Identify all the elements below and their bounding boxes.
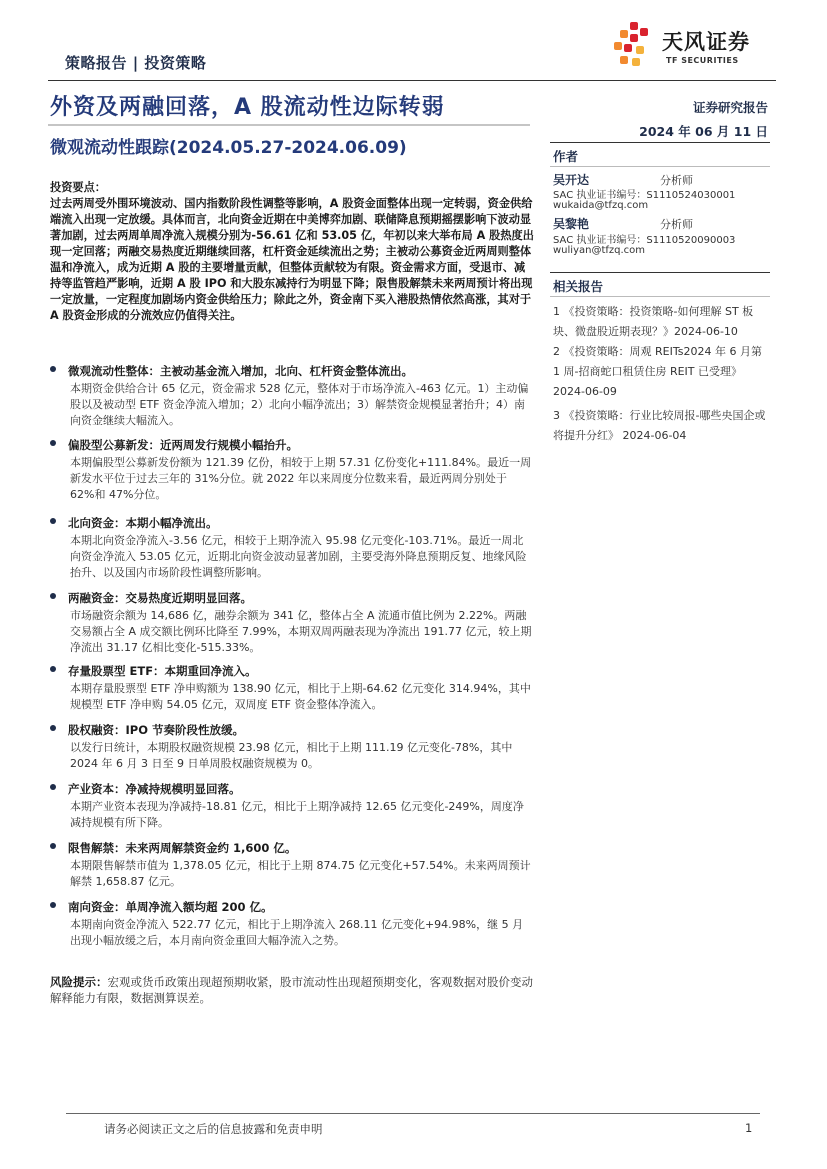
section-heading: 北向资金：本期小幅净流出。 <box>68 516 218 530</box>
report-category: 策略报告 | 投资策略 <box>65 54 207 72</box>
bullet-icon <box>50 725 56 731</box>
author-email[interactable]: wuliyan@tfzq.com <box>553 245 646 256</box>
report-type: 证券研究报告 <box>692 100 768 115</box>
section-heading: 南向资金：单周净流入额均超 200 亿。 <box>68 900 273 914</box>
author-email[interactable]: wukaida@tfzq.com <box>553 200 649 211</box>
section-body: 本期产业资本表现为净减持-18.81 亿元，相比于上期净减持 12.65 亿元变化-249%，周度净减持规模有所下降。 <box>70 800 524 829</box>
author-name: 吴黎艳 <box>553 217 590 231</box>
author-cert: SAC 执业证书编号：S1110524030001 <box>553 190 736 201</box>
logo-mark-icon <box>612 20 660 72</box>
section-body: 本期南向资金净流入 522.77 亿元，相比于上期净流入 268.11 亿元变化+94.98%，继 5 月出现小幅放缓之后，本月南向资金重回大幅净流入之势。 <box>70 918 524 947</box>
bullet-icon <box>50 440 56 446</box>
risk-heading: 风险提示： <box>50 975 108 989</box>
section-heading: 偏股型公募新发：近两周发行规模小幅抬升。 <box>68 438 298 452</box>
bullet-icon <box>50 518 56 524</box>
bullet-icon <box>50 666 56 672</box>
section-heading: 微观流动性整体：主被动基金流入增加，北向、杠杆资金整体流出。 <box>68 364 413 378</box>
section-body: 市场融资余额为 14,686 亿，融券余额为 341 亿，整体占全 A 流通市值比例为 2.22%。两融交易额占全 A 成交额比例环比降至 7.99%，本期双周两融表现为净流出 191.77 亿元，较上期净流出 31.17 亿相比变化-515.33%。 <box>70 609 532 654</box>
risk-warning <box>50 974 534 1006</box>
report-date: 2024 年 06 月 11 日 <box>639 124 768 139</box>
risk-body: 宏观或货币政策出现超预期收紧，股市流动性出现超预期变化，客观数据对股价变动解释能力有限，数据测算误差。 <box>50 975 533 1005</box>
author-role: 分析师 <box>660 174 693 187</box>
summary-body: 过去两周受外围环境波动、国内指数阶段性调整等影响，A 股资金面整体出现一定转弱，资金供给端流入出现一定放缓。具体而言，北向资金近期在中美博弈加剧、联储降息预期摇摆影响下波动显著加剧，过去两周单周净流入规模分别为-56.61 亿和 53.05 亿，年初以来大举布局 A 股热度出现一定回落；两融交易热度近期继续回落，杠杆资金延续流出之势；主被动公募资金近两周则整体温和净流入，成为近期 A 股的主要增量贡献，但整体贡献较为有限。资金需求方面，受退市、减持等监管趋严影响，近期 A 股 IPO 和大股东减持行为明显下降；限售股解禁未来两周预计将出现一定放量，一定程度加剧场内资金供给压力；除此之外，资金南下买入港股热情依然高涨，其对于 A 股资金形成的分流效应仍值得关注。 <box>50 197 534 322</box>
page-number: 1 <box>745 1121 753 1135</box>
section-heading: 产业资本：净减持规模明显回落。 <box>68 782 241 796</box>
authors-heading: 作者 <box>553 149 579 164</box>
header-divider <box>48 80 776 81</box>
author-name: 吴开达 <box>553 173 590 187</box>
sidebar-divider <box>550 166 770 167</box>
sidebar-divider <box>550 272 770 273</box>
logo-chinese-name: 天风证券 <box>662 30 750 54</box>
footer-disclaimer[interactable]: 请务必阅读正文之后的信息披露和免责申明 <box>104 1122 323 1136</box>
bullet-icon <box>50 843 56 849</box>
related-report-item[interactable]: 2 《投资策略：周观 REITs2024 年 6 月第 1 周-招商蛇口租赁住房 REIT 已受理》2024-06-09 <box>553 345 762 398</box>
page-subtitle: 微观流动性跟踪(2024.05.27-2024.06.09) <box>50 138 407 158</box>
section-body: 本期偏股型公募新发份额为 121.39 亿份，相较于上期 57.31 亿份变化+111.84%。最近一周新发水平位于过去三年的 31%分位。就 2022 年以来周度分位数来看，最近两周分别处于 62%和 47%分位。 <box>70 456 532 501</box>
author-cert: SAC 执业证书编号：S1110520090003 <box>553 235 736 246</box>
bullet-icon <box>50 366 56 372</box>
section-body: 本期存量股票型 ETF 净申购额为 138.90 亿元，相比于上期-64.62 亿元变化 314.94%，其中规模型 ETF 净申购 54.05 亿元，双周度 ETF 资金整体净流入。 <box>70 682 531 711</box>
section-heading: 限售解禁：未来两周解禁资金约 1,600 亿。 <box>68 841 297 855</box>
bullet-icon <box>50 593 56 599</box>
bullet-icon <box>50 784 56 790</box>
sidebar-divider <box>550 142 770 143</box>
section-body: 本期限售解禁市值为 1,378.05 亿元，相比于上期 874.75 亿元变化+57.54%。未来两周预计解禁 1,658.87 亿元。 <box>70 859 531 888</box>
logo-english-name: TF SECURITIES <box>666 56 739 65</box>
sidebar-divider <box>550 296 770 297</box>
section-body: 以发行日统计，本期股权融资规模 23.98 亿元，相比于上期 111.19 亿元变化-78%，其中 2024 年 6 月 3 日至 9 日单周股权融资规模为 0。 <box>70 741 513 770</box>
related-reports-heading: 相关报告 <box>553 279 604 294</box>
summary-heading: 投资要点： <box>50 181 106 194</box>
related-report-item[interactable]: 1 《投资策略：投资策略-如何理解 ST 板块、微盘股近期表现？》2024-06-10 <box>553 305 754 338</box>
bullet-icon <box>50 902 56 908</box>
footer-divider <box>66 1113 760 1114</box>
page-title: 外资及两融回落，A 股流动性边际转弱 <box>50 95 445 120</box>
section-body: 本期北向资金净流入-3.56 亿元，相较于上期净流入 95.98 亿元变化-103.71%。最近一周北向资金净流入 53.05 亿元，近期北向资金波动显著加剧，主要受海外降息预期反复、地缘风险抬升、以及国内市场阶段性调整所影响。 <box>70 534 527 579</box>
section-body: 本期资金供给合计 65 亿元，资金需求 528 亿元，整体对于市场净流入-463 亿元。1）主动偏股以及被动型 ETF 资金净流入增加；2）北向小幅净流出；3）解禁资金规模显著抬升；4）南向资金继续大幅流入。 <box>70 382 529 427</box>
title-divider <box>48 124 530 126</box>
section-heading: 股权融资：IPO 节奏阶段性放缓。 <box>68 723 244 737</box>
related-report-item[interactable]: 3 《投资策略：行业比较周报-哪些央国企或将提升分红》 2024-06-04 <box>553 409 766 442</box>
investment-summary <box>50 180 534 324</box>
section-heading: 两融资金：交易热度近期明显回落。 <box>68 591 252 605</box>
company-logo <box>612 20 772 72</box>
section-heading: 存量股票型 ETF：本期重回净流入。 <box>68 664 257 678</box>
author-role: 分析师 <box>660 218 693 231</box>
